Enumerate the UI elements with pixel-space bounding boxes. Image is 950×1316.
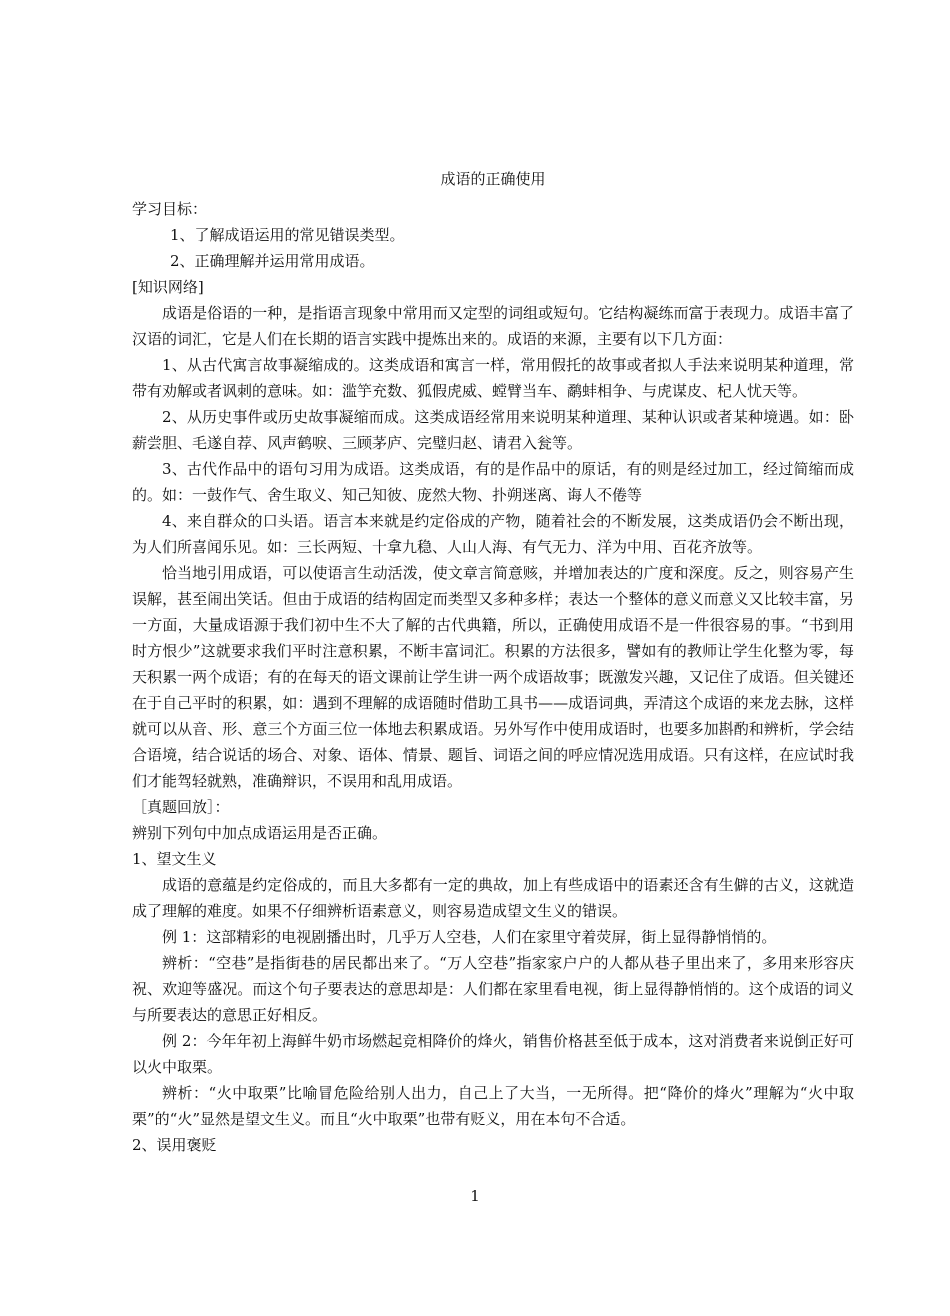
paragraph: 恰当地引用成语，可以使语言生动活泼，使文章言简意赅，并增加表达的广度和深度。反之，则容易产生误解，甚至闹出笑话。但由于成语的结构固定而类型又多种多样；表达一个整体的意义而意义又比较丰富，另一方面，大量成语源于我们初中生不大了解的古代典籍，所以，正确使用成语不是一件很容易的事。“书到用时方恨少”这就要求我们平时注意积累，不断丰富词汇。积累的方法很多，譬如有的教师让学生化整为零，每天积累一两个成语；有的在每天的语文课前让学生讲一两个成语故事；既激发兴趣，又记住了成语。但关键还在于自己平时的积累，如：遇到不理解的成语随时借助工具书——成语词典，弄清这个成语的来龙去脉，这样就可以从音、形、意三个方面三位一体地去积累成语。另外写作中使用成语时，也要多加斟酌和辨析，学会结合语境，结合说话的场合、对象、语体、情景、题旨、词语之间的呼应情况选用成语。只有这样，在应试时我们才能驾轻就熟，准确辩识，不误用和乱用成语。 <box>132 564 854 790</box>
example-paragraph: 例 1：这部精彩的电视剧播出时，几乎万人空巷，人们在家里守着荧屏，街上显得静悄悄的。 <box>162 928 777 946</box>
document-body <box>132 166 854 1158</box>
objective-item: 1、了解成语运用的常见错误类型。 <box>170 226 405 244</box>
paragraph: 2、从历史事件或历史故事凝缩而成。这类成语经常用来说明某种道理、某种认识或者某种境遇。如：卧薪尝胆、毛遂自荐、风声鹤唳、三顾茅庐、完璧归赵、请君入瓮等。 <box>132 408 854 452</box>
analysis-paragraph: 辨析：“火中取栗”比喻冒危险给别人出力，自己上了大当，一无所得。把“降价的烽火”理解为“火中取栗”的“火”显然是望文生义。而且“火中取栗”也带有贬义，用在本句不合适。 <box>132 1084 854 1128</box>
review-heading: ［真题回放］： <box>132 798 230 816</box>
example-paragraph: 例 2：今年年初上海鲜牛奶市场燃起竞相降价的烽火，销售价格甚至低于成本，这对消费者来说倒正好可以火中取栗。 <box>132 1032 854 1076</box>
section-heading: 1、望文生义 <box>132 850 217 868</box>
paragraph: 1、从古代寓言故事凝缩成的。这类成语和寓言一样，常用假托的故事或者拟人手法来说明某种道理，常带有劝解或者讽刺的意味。如：滥竽充数、狐假虎威、螳臂当车、鹬蚌相争、与虎谋皮、杞人忧天等。 <box>132 356 854 400</box>
page-number: 1 <box>470 1187 480 1205</box>
paragraph: 3、古代作品中的语句习用为成语。这类成语，有的是作品中的原话，有的则是经过加工，经过简缩而成的。如：一鼓作气、舍生取义、知己知彼、庞然大物、扑朔迷离、诲人不倦等 <box>132 460 854 504</box>
instruction-text: 辨别下列句中加点成语运用是否正确。 <box>132 824 388 842</box>
analysis-paragraph: 辨析：“空巷”是指街巷的居民都出来了。“万人空巷”指家家户户的人都从巷子里出来了，多用来形容庆祝、欢迎等盛况。而这个句子要表达的意思却是：人们都在家里看电视，街上显得静悄悄的。这个成语的词义与所要表达的意思正好相反。 <box>132 954 854 1024</box>
section-heading: 2、误用褒贬 <box>132 1136 217 1154</box>
objectives-heading: 学习目标： <box>132 200 208 218</box>
objective-item: 2、正确理解并运用常用成语。 <box>170 252 375 270</box>
knowledge-heading: [知识网络] <box>132 278 204 296</box>
paragraph: 成语的意蕴是约定俗成的，而且大多都有一定的典故，加上有些成语中的语素还含有生僻的古义，这就造成了理解的难度。如果不仔细辨析语素意义，则容易造成望文生义的错误。 <box>132 876 854 920</box>
document-title: 成语的正确使用 <box>440 170 546 188</box>
paragraph: 4、来自群众的口头语。语言本来就是约定俗成的产物，随着社会的不断发展，这类成语仍会不断出现，为人们所喜闻乐见。如：三长两短、十拿九稳、人山人海、有气无力、洋为中用、百花齐放等。 <box>132 512 854 556</box>
paragraph: 成语是俗语的一种，是指语言现象中常用而又定型的词组或短句。它结构凝练而富于表现力。成语丰富了汉语的词汇，它是人们在长期的语言实践中提炼出来的。成语的来源，主要有以下几方面： <box>132 304 854 348</box>
